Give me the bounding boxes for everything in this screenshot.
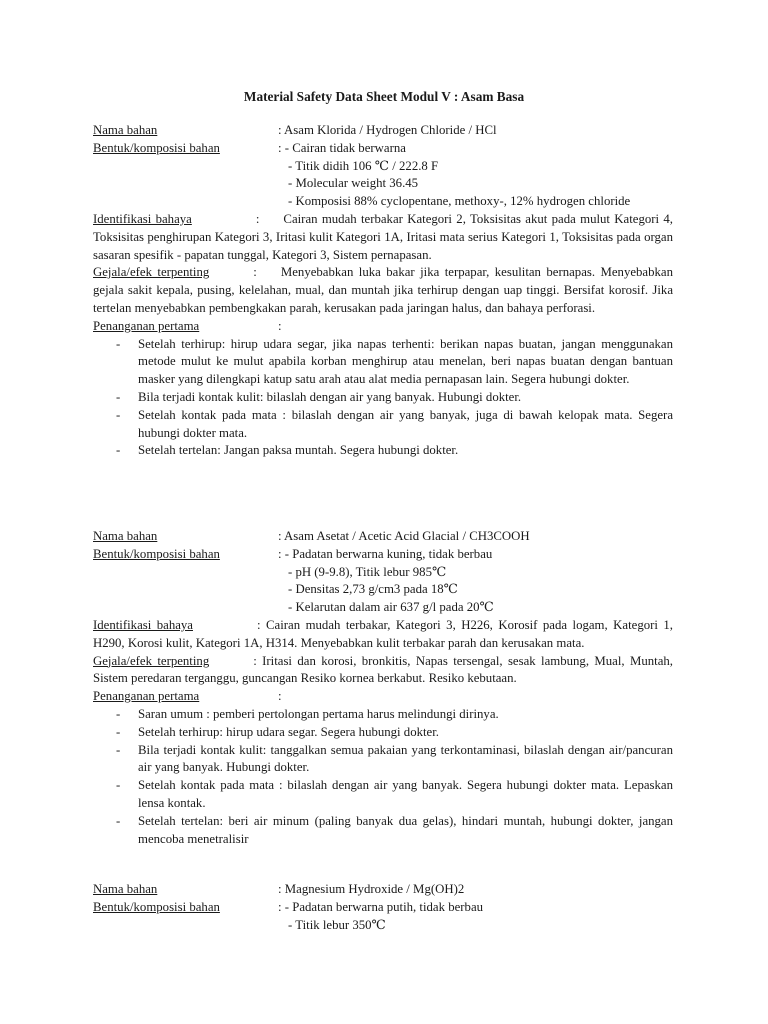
gejala-text: Menyebabkan luka bakar jika terpapar, kesulitan bernapas. Menyebabkan gejala sakit kepala, pusing, kelelahan, mual, dan muntah jika terhirup dengan uap tinggi. Bersifat korosif. Jika tertelan menyebabkan pembengkakan parah, kerusakan pada jaringan halus, dan bahaya perforasi.	[93, 265, 673, 315]
identifikasi-paragraph	[93, 211, 673, 264]
bentuk-line: - Titik lebur 350℃	[288, 917, 386, 932]
list-item: - Saran umum : pemberi pertolongan pertama harus melindungi dirinya.	[116, 706, 499, 721]
section-magnesium-hydroxide	[93, 881, 673, 934]
list-item: - Setelah tertelan: Jangan paksa muntah. Segera hubungi dokter.	[116, 443, 459, 458]
gejala-paragraph	[93, 264, 673, 317]
penanganan-row	[93, 318, 673, 336]
colon: :	[278, 689, 282, 704]
list-item: - Setelah kontak pada mata : bilaslah dengan air yang banyak, juga di bawah kelopak mata. Segera hubungi dokter mata.	[116, 407, 673, 440]
gejala-text: : Iritasi dan korosi, bronkitis, Napas tersengal, sesak lambung, Mual, Muntah, Sistem peredaran terganggu, guncangan Resiko kornea berkabut. Resiko kebutaan.	[93, 653, 673, 686]
identifikasi-text: : Cairan mudah terbakar, Kategori 3, H226, Korosif pada logam, Kategori 1, H290, Korosi kulit, Kategori 1A, H314. Menyebabkan kulit terbakar parah dan kerusakan mata.	[93, 617, 673, 650]
nama-bahan-label: Nama bahan	[93, 529, 158, 543]
identifikasi-text: Cairan mudah terbakar Kategori 2, Toksisitas akut pada mulut Kategori 4, Toksisitas penghirupan Kategori 3, Iritasi kulit Kategori 1A, Iritasi mata serius Kategori 1, Toksisitas pada organ sasaran spesifik - papatan tunggal, Kategori 3, Sistem pernapasan.	[93, 211, 673, 262]
identifikasi-label: Identifikasi bahaya	[93, 617, 193, 632]
nama-bahan-label: Nama bahan	[93, 123, 158, 137]
penanganan-list	[93, 336, 673, 461]
nama-bahan-row	[93, 881, 673, 899]
list-item: - Setelah kontak pada mata : bilaslah dengan air yang banyak. Segera hubungi dokter mata. Lepaskan lensa kontak.	[116, 778, 673, 810]
bentuk-line: - Molecular weight 36.45	[288, 176, 419, 191]
nama-bahan-value: : Magnesium Hydroxide / Mg(OH)2	[278, 882, 465, 896]
list-item: - Bila terjadi kontak kulit: bilaslah dengan air yang banyak. Hubungi dokter.	[116, 389, 522, 404]
section-hcl	[93, 122, 673, 460]
bentuk-row	[93, 546, 673, 564]
nama-bahan-value: : Asam Asetat / Acetic Acid Glacial / CH3COOH	[278, 529, 530, 543]
gejala-paragraph	[93, 653, 673, 689]
bentuk-row	[93, 899, 673, 917]
section-acetic-acid	[93, 528, 673, 848]
colon: :	[253, 265, 257, 280]
gejala-label: Gejala/efek terpenting	[93, 265, 210, 280]
bentuk-line: - Titik didih 106 ℃ / 222.8 F	[288, 158, 439, 173]
colon: :	[255, 211, 260, 226]
bentuk-line: - Kelarutan dalam air 637 g/l pada 20℃	[288, 600, 494, 615]
nama-bahan-row	[93, 528, 673, 546]
bentuk-label: Bentuk/komposisi bahan	[93, 899, 220, 914]
nama-bahan-value: : Asam Klorida / Hydrogen Chloride / HCl	[278, 123, 497, 137]
bentuk-line: - pH (9-9.8), Titik lebur 985℃	[288, 564, 447, 579]
list-item: - Bila terjadi kontak kulit: tanggalkan semua pakaian yang terkontaminasi, bilaslah dengan air/pancuran air yang banyak. Hubungi dokter.	[116, 742, 673, 775]
identifikasi-label: Identifikasi bahaya	[93, 211, 192, 226]
bentuk-line: - Komposisi 88% cyclopentane, methoxy-, 12% hydrogen chloride	[288, 194, 631, 209]
colon: :	[278, 318, 282, 333]
nama-bahan-label: Nama bahan	[93, 882, 158, 896]
penanganan-label: Penanganan pertama	[93, 318, 200, 333]
bentuk-line: - Densitas 2,73 g/cm3 pada 18℃	[288, 582, 458, 597]
penanganan-label: Penanganan pertama	[93, 689, 200, 704]
bentuk-row	[93, 140, 673, 158]
list-item: - Setelah tertelan: beri air minum (paling banyak dua gelas), hindari muntah, hubungi dokter, jangan mencoba menetralisir	[116, 813, 673, 846]
bentuk-label: Bentuk/komposisi bahan	[93, 546, 220, 561]
gejala-label: Gejala/efek terpenting	[93, 653, 210, 668]
document-title: Material Safety Data Sheet Modul V : Asam Basa	[243, 89, 525, 104]
identifikasi-paragraph	[93, 617, 673, 653]
penanganan-row	[93, 688, 673, 706]
bentuk-label: Bentuk/komposisi bahan	[93, 140, 220, 155]
nama-bahan-row	[93, 122, 673, 140]
bentuk-value: : - Cairan tidak berwarna	[278, 140, 406, 155]
list-item: - Setelah terhirup: hirup udara segar. Segera hubungi dokter.	[116, 724, 439, 739]
bentuk-value: : - Padatan berwarna kuning, tidak berbau	[278, 546, 493, 561]
bentuk-value: : - Padatan berwarna putih, tidak berbau	[278, 899, 484, 914]
penanganan-list	[93, 706, 673, 848]
list-item: - Setelah terhirup: hirup udara segar, jika napas terhenti: berikan napas buatan, jangan menggunakan metode mulut ke mulut apabila korban menghirup atau menelan, beri napas buatan dengan bantuan masker yang dilengkapi katup satu arah atau alat media pernapasan lain. Segera hubungi dokter.	[116, 336, 673, 387]
